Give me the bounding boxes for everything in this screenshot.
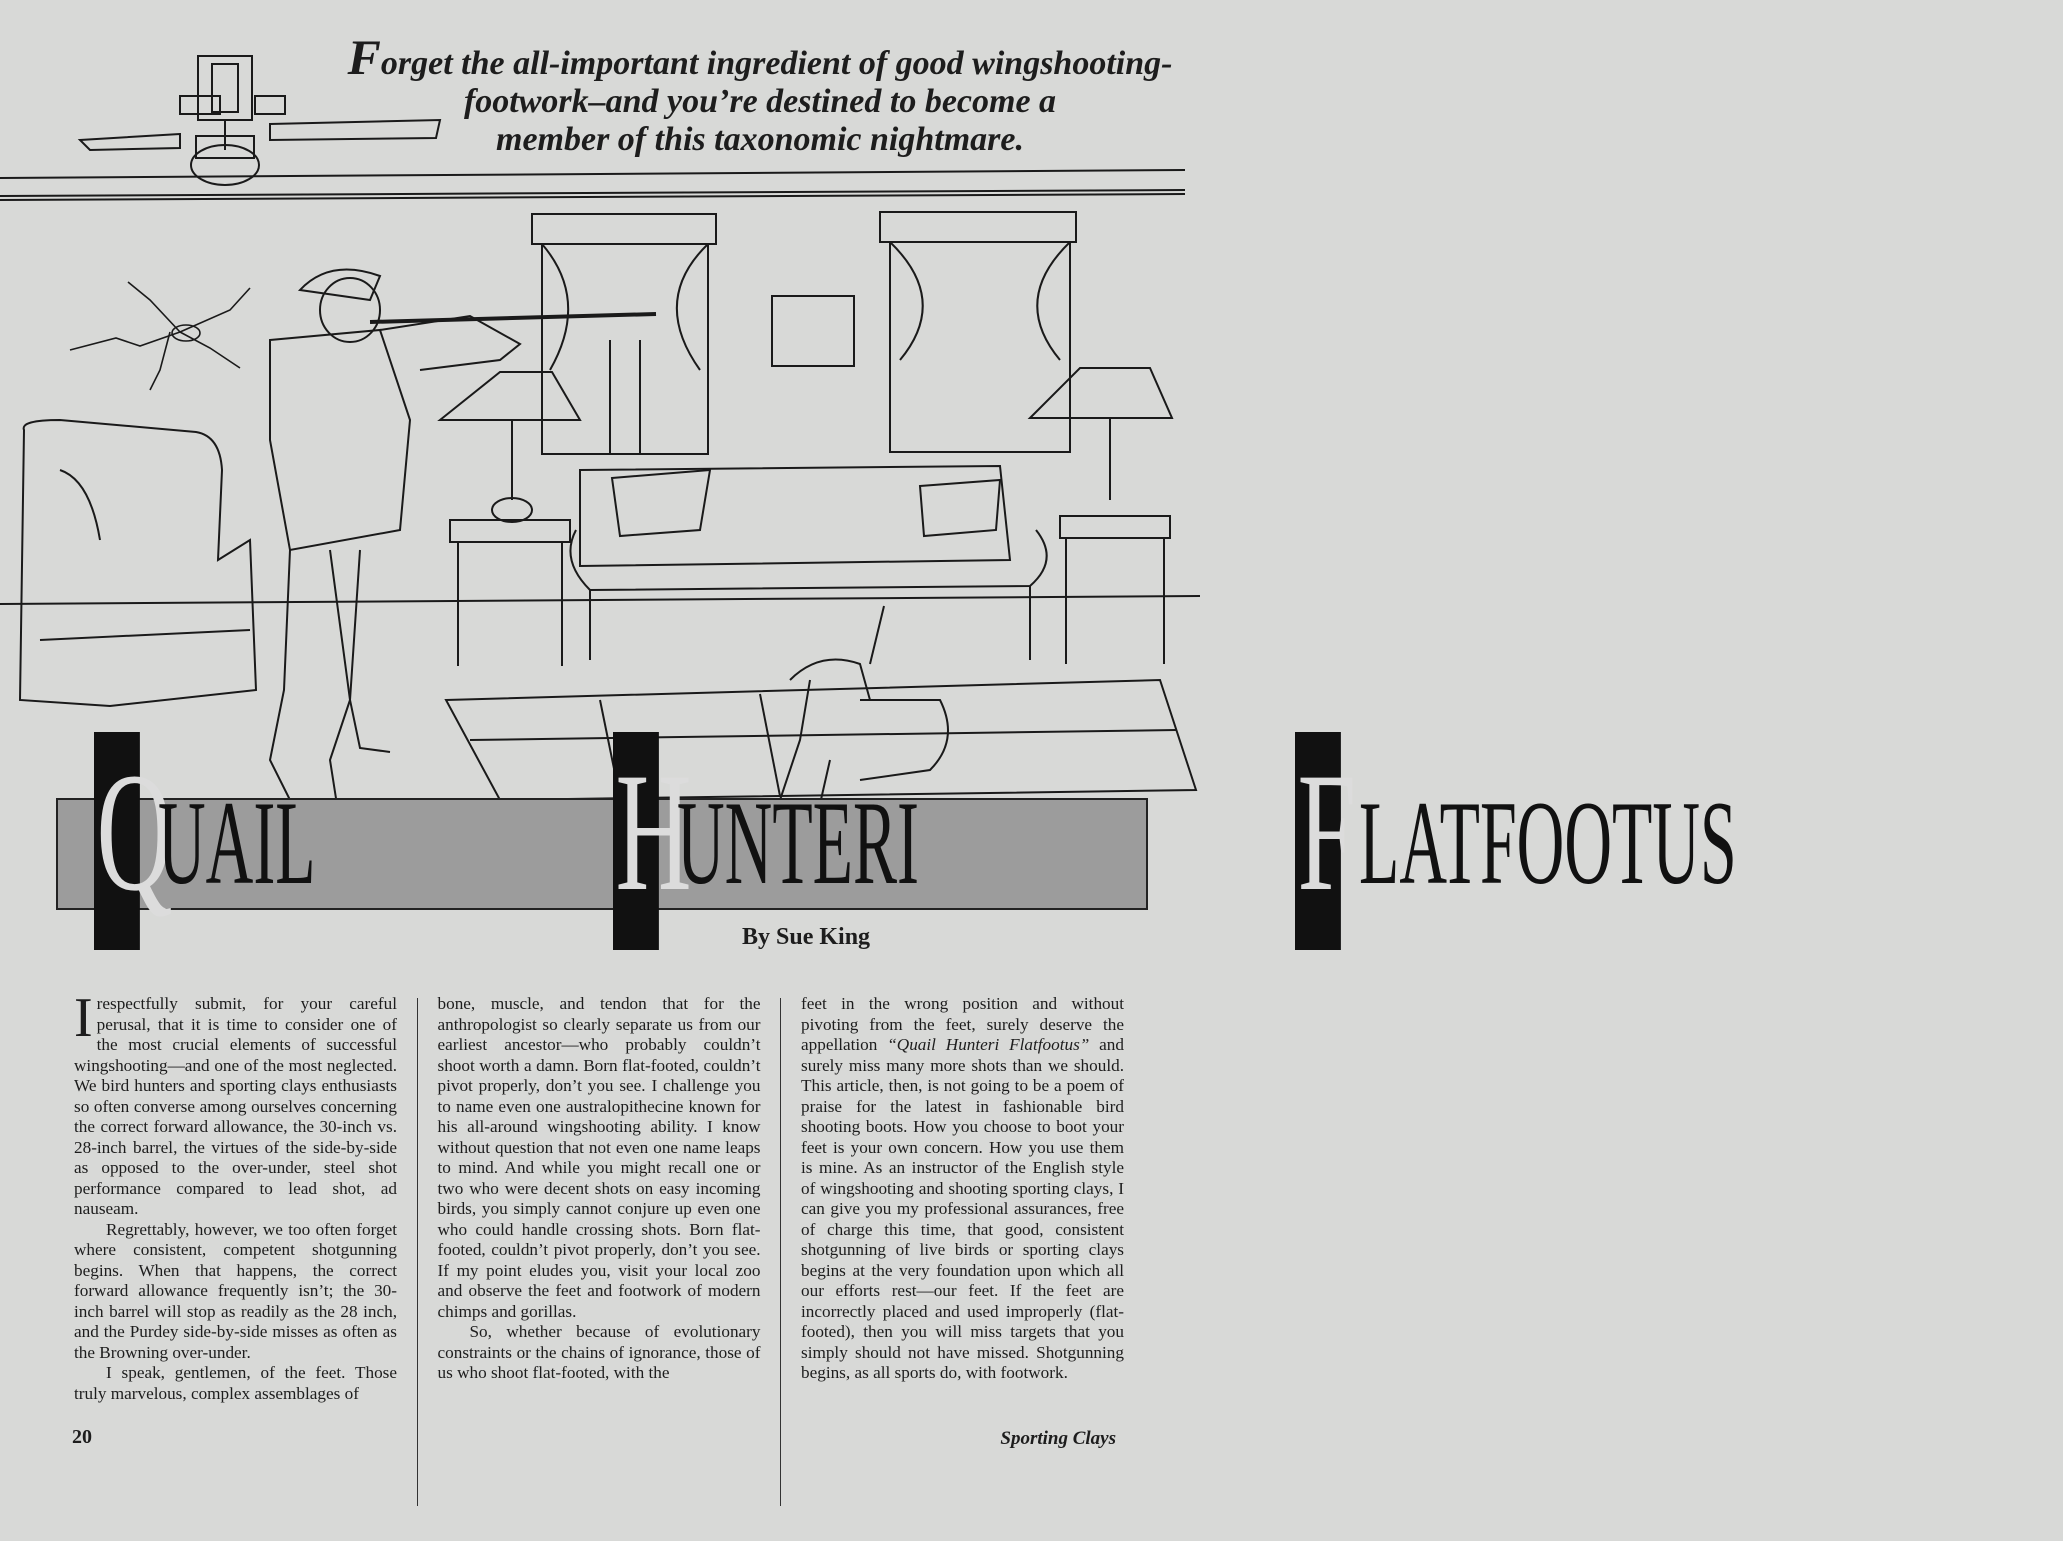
window-left bbox=[532, 214, 716, 454]
drop-cap: I bbox=[74, 987, 93, 1049]
byline: By Sue King bbox=[742, 924, 871, 950]
left-end-table bbox=[440, 372, 580, 666]
paragraph: feet in the wrong position and without pivoting from the feet, surely deserve the appellation “Quail Hunteri Flatfootus” and surely miss many more shots than we should. This article, then, is not going to be a poem of praise for the latest in fashionable bird shooting boots. How you choose to boot your feet is your own concern. How you use them is mine. As an instructor of the English style of wingshooting and shooting sporting clays, I can give you my professional assurances, free of charge this time, that good, consistent shotgunning of live birds or sporting clays begins at the very foundation upon which all our efforts rest—our feet. If the feet are incorrectly placed and used improperly (flat-footed), then you will miss targets that you simply should not have missed. Shotgunning begins, as all sports do, with footwork. bbox=[801, 994, 1124, 1382]
right-end-table bbox=[1030, 368, 1172, 664]
column-2 bbox=[438, 994, 761, 1506]
magazine-name: Sporting Clays bbox=[1000, 1428, 1116, 1449]
paragraph: So, whether because of evolutionary constraints or the chains of ignorance, those of us who shoot flat-footed, with the bbox=[437, 1322, 761, 1382]
column-1 bbox=[74, 987, 397, 1506]
window-right bbox=[880, 212, 1076, 452]
article-body bbox=[74, 987, 1124, 1506]
paragraph: I speak, gentlemen, of the feet. Those truly marvelous, complex assemblages of bbox=[74, 1363, 397, 1403]
deck-line-2: footwork–and you’re destined to become a bbox=[463, 83, 1057, 120]
article-title bbox=[94, 732, 2063, 950]
wall-picture bbox=[772, 296, 854, 366]
armchair bbox=[20, 420, 256, 706]
title-word-flatfootus: F LATFOOTUS bbox=[1295, 732, 2046, 950]
paragraph: bone, muscle, and tendon that for the anthropologist so clearly separate us from our earliest ancestor—who probably couldn’t shoot worth a damn. Born flat-footed, couldn’t pivot properly, don’t you see. I challenge you to name even one australopithecine known for his all-around wingshooting ability. I know without question that not even one name leaps to mind. And while you might recall one or two who were decent shots on easy incoming birds, you simply cannot conjure up even one who could handle crossing shots. Born flat-footed, couldn’t pivot properly, don’t you see. If my point eludes you, visit your local zoo and observe the feet and footwork of modern chimps and gorillas. bbox=[437, 994, 761, 1321]
page-number: 20 bbox=[72, 1426, 92, 1448]
deck-line-1: Forget the all-important ingredient of good wingshooting- bbox=[347, 29, 1173, 85]
deck-subtitle bbox=[340, 29, 1180, 159]
column-rule bbox=[417, 998, 418, 1506]
title-word-hunteri: H UNTERI bbox=[613, 732, 1117, 950]
wall-crack bbox=[70, 282, 250, 390]
paragraph: Irespectfully submit, for your careful perusal, that it is time to consider one of the most crucial elements of successful wingshooting—and one of the most neglected. We bird hunters and sporting clays enthusiasts so often converse among ourselves concerning the correct forward allowance, the 30-inch vs. 28-inch barrel, the virtues of the side-by-side as opposed to the over-under, steel shot performance compared to lead shot, ad nauseam. bbox=[74, 987, 397, 1218]
sofa bbox=[570, 466, 1046, 660]
column-rule bbox=[780, 998, 781, 1506]
italic-term: “Quail Hunteri Flatfootus” bbox=[887, 1035, 1090, 1054]
deck-line-3: member of this taxonomic nightmare. bbox=[496, 121, 1024, 158]
paragraph: Regrettably, however, we too often forget where consistent, competent shotgunning begins. When that happens, the correct forward allowance frequently isn’t; the 30-inch barrel will stop as readily as the 28 inch, and the Purdey side-by-side misses as often as the Browning over-under. bbox=[74, 1219, 397, 1362]
title-word-quail: Q UAIL bbox=[94, 732, 445, 950]
